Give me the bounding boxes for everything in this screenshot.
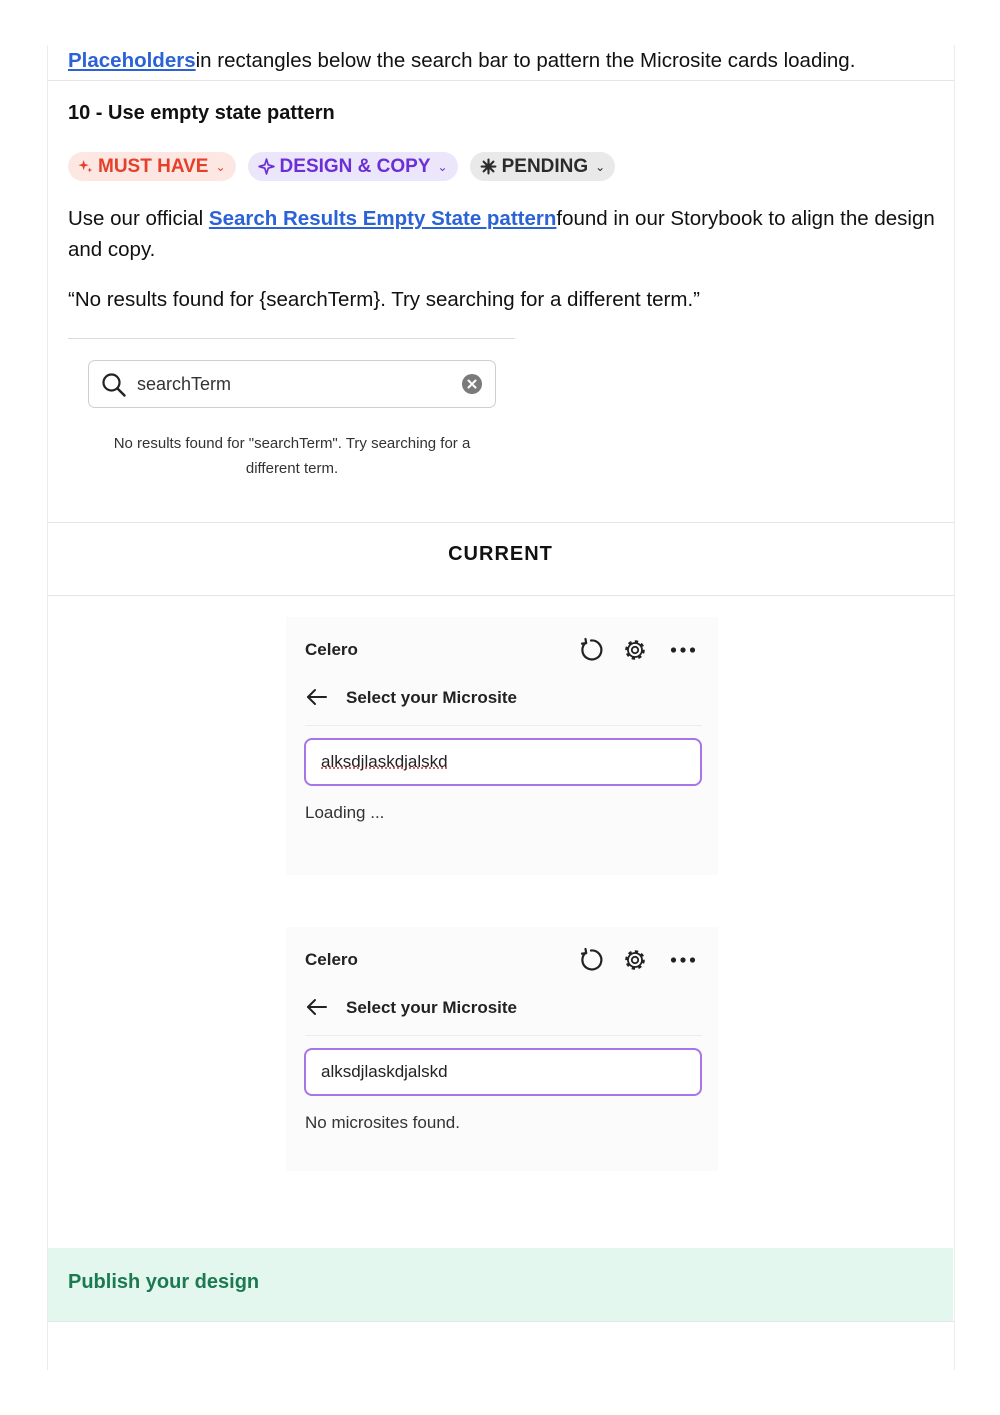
back-arrow-icon[interactable] [306, 997, 328, 1017]
gear-icon[interactable] [622, 947, 648, 973]
field-value: alksdjlaskdjalskd [321, 752, 448, 771]
burst-icon [480, 158, 497, 175]
example-search-field[interactable] [88, 360, 496, 408]
app-name: Celero [305, 950, 358, 969]
chevron-down-icon: ⌄ [595, 159, 606, 174]
loading-status: Loading ... [305, 803, 385, 822]
panel-divider [305, 1035, 702, 1036]
example-divider [68, 338, 515, 339]
divider [47, 1321, 954, 1322]
more-icon[interactable] [670, 955, 696, 965]
publish-heading: Publish your design [68, 1271, 260, 1293]
clear-icon[interactable] [462, 374, 482, 394]
chevron-down-icon: ⌄ [215, 159, 226, 174]
body-paragraph [68, 203, 948, 265]
microsite-search-input[interactable] [304, 1048, 702, 1096]
back-arrow-icon[interactable] [306, 687, 328, 707]
design-copy-tag[interactable] [248, 152, 458, 181]
publish-banner [48, 1248, 953, 1321]
panel-subtitle: Select your Microsite [346, 998, 518, 1017]
gear-icon[interactable] [622, 637, 648, 663]
refresh-icon[interactable] [578, 947, 604, 973]
empty-state-pattern-link[interactable]: Search Results Empty State pattern [208, 207, 557, 230]
chevron-down-icon: ⌄ [437, 159, 448, 174]
pending-label: PENDING [501, 155, 589, 177]
body-suffix: found in our Storybook to align the design and copy. [68, 207, 935, 261]
more-icon[interactable] [670, 645, 696, 655]
must-have-label: MUST HAVE [98, 155, 209, 177]
divider [47, 522, 954, 523]
design-copy-label: DESIGN & COPY [279, 155, 431, 177]
empty-status: No microsites found. [305, 1113, 460, 1132]
example-empty-message: No results found for "searchTerm". Try searching for a different term. [113, 435, 471, 477]
search-icon [101, 372, 127, 398]
divider [47, 80, 954, 81]
microsite-panel-empty [286, 927, 718, 1171]
sparkle-icon [78, 159, 93, 174]
must-have-tag[interactable] [68, 152, 236, 181]
panel-subtitle: Select your Microsite [346, 688, 518, 707]
tag-row [68, 152, 615, 181]
intro-text: in rectangles below the search bar to pattern the Microsite cards loading. [195, 49, 856, 72]
refresh-icon[interactable] [578, 637, 604, 663]
microsite-panel-loading [286, 617, 718, 875]
pending-tag[interactable] [470, 152, 616, 181]
example-search-value: searchTerm [137, 374, 232, 394]
section-heading: 10 - Use empty state pattern [68, 102, 335, 124]
intro-paragraph [68, 47, 948, 75]
field-value: alksdjlaskdjalskd [321, 1062, 448, 1081]
app-name: Celero [305, 640, 358, 659]
quote-paragraph: “No results found for {searchTerm}. Try searching for a different term.” [68, 288, 700, 311]
body-prefix: Use our official [68, 207, 209, 230]
panel-divider [305, 725, 702, 726]
placeholders-link[interactable]: Placeholders [68, 49, 196, 72]
diamond-sparkle-icon [258, 158, 275, 175]
divider [47, 595, 954, 596]
current-label: CURRENT [448, 543, 553, 565]
microsite-search-input[interactable] [304, 738, 702, 786]
